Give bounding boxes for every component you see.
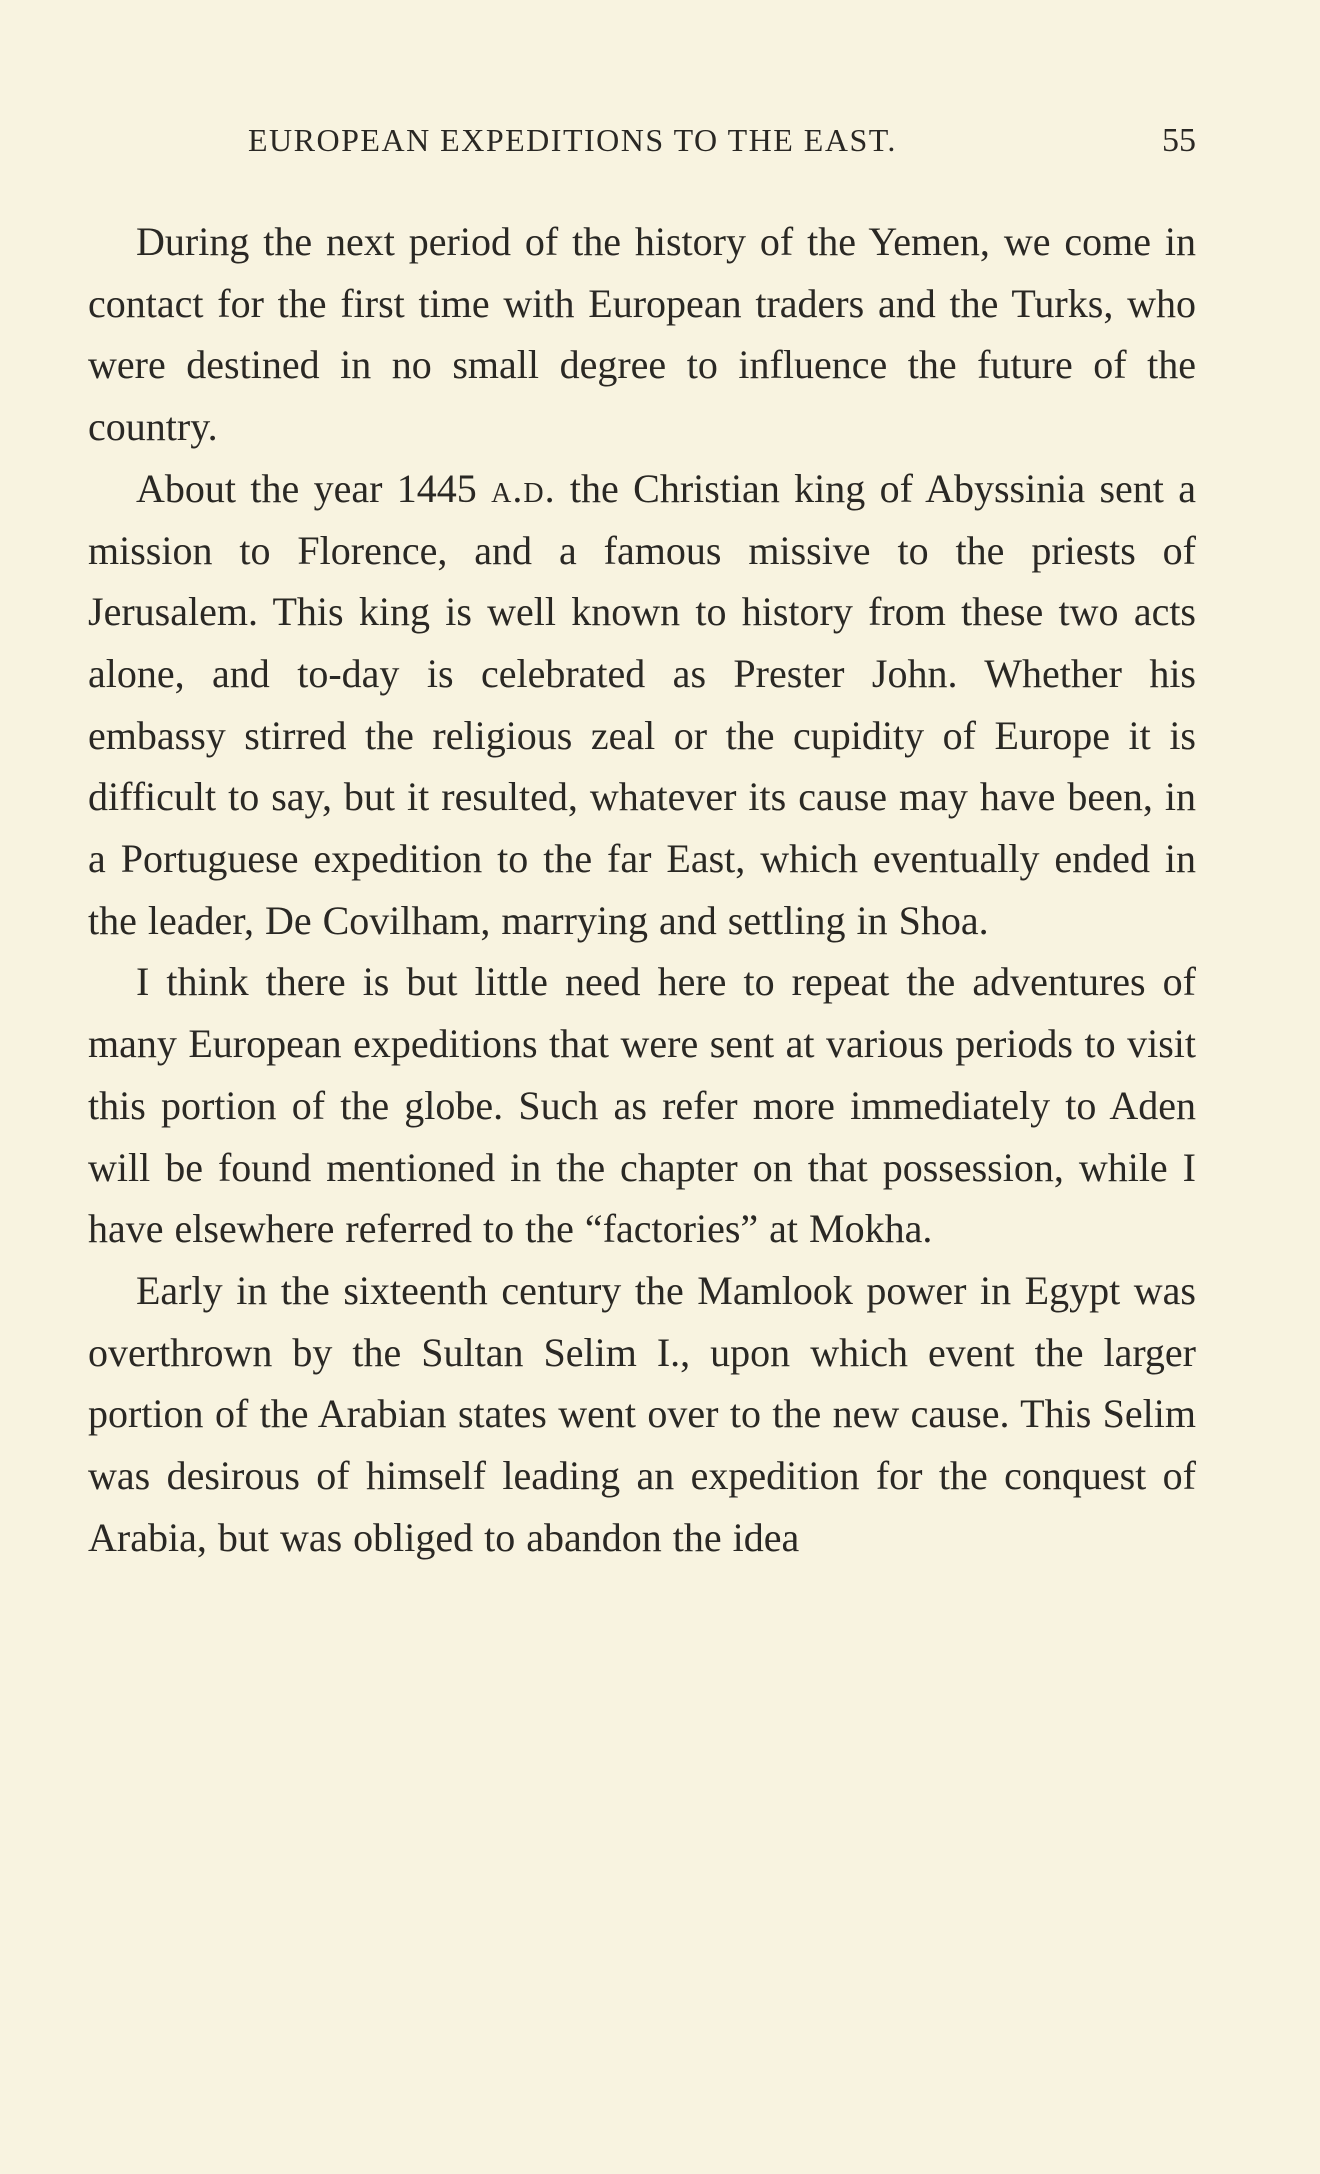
era-abbreviation: a.d. [491, 465, 556, 511]
page-number: 55 [1162, 122, 1196, 159]
paragraph-4: Early in the sixteenth century the Mamlook power in Egypt was overthrown by the Sultan Selim I., upon which event the larger portion of the Arabian states went over to the new cause. This Selim was desirous of himself leading an expedition for the conquest of Arabia, but was obliged to abandon the idea [88, 1267, 1196, 1560]
paragraph-3: I think there is but little need here to repeat the adventures of many European expeditions that were sent at various periods to visit this portion of the globe. Such as refer more immediately to Aden will be found mentioned in the chapter on that possession, while I have elsewhere referred to the “factories” at Mokha. [88, 959, 1196, 1252]
running-title: EUROPEAN EXPEDITIONS TO THE EAST. [248, 122, 897, 158]
paragraph-1: During the next period of the history of the Yemen, we come in contact for the first time with European traders and the Turks, who were destined in no small degree to influence the future of the country. [88, 219, 1196, 450]
running-head [88, 122, 1196, 166]
paragraph-2-text-before: About the year 1445 [136, 465, 492, 511]
paragraph-2 [88, 458, 1196, 952]
body-text [88, 211, 1196, 1568]
paragraph-2-text-after: the Christian king of Abyssinia sent a mission to Florence, and a famous missive to the priests of Jerusalem. This king is well known to history from these two acts alone, and to-day is celebrated as Prester John. Whether his embassy stirred the religious zeal or the cupidity of Europe it is difficult to say, but it resulted, whatever its cause may have been, in a Portuguese expedition to the far East, which eventually ended in the leader, De Covilham, marrying and settling in Shoa. [88, 465, 1196, 943]
